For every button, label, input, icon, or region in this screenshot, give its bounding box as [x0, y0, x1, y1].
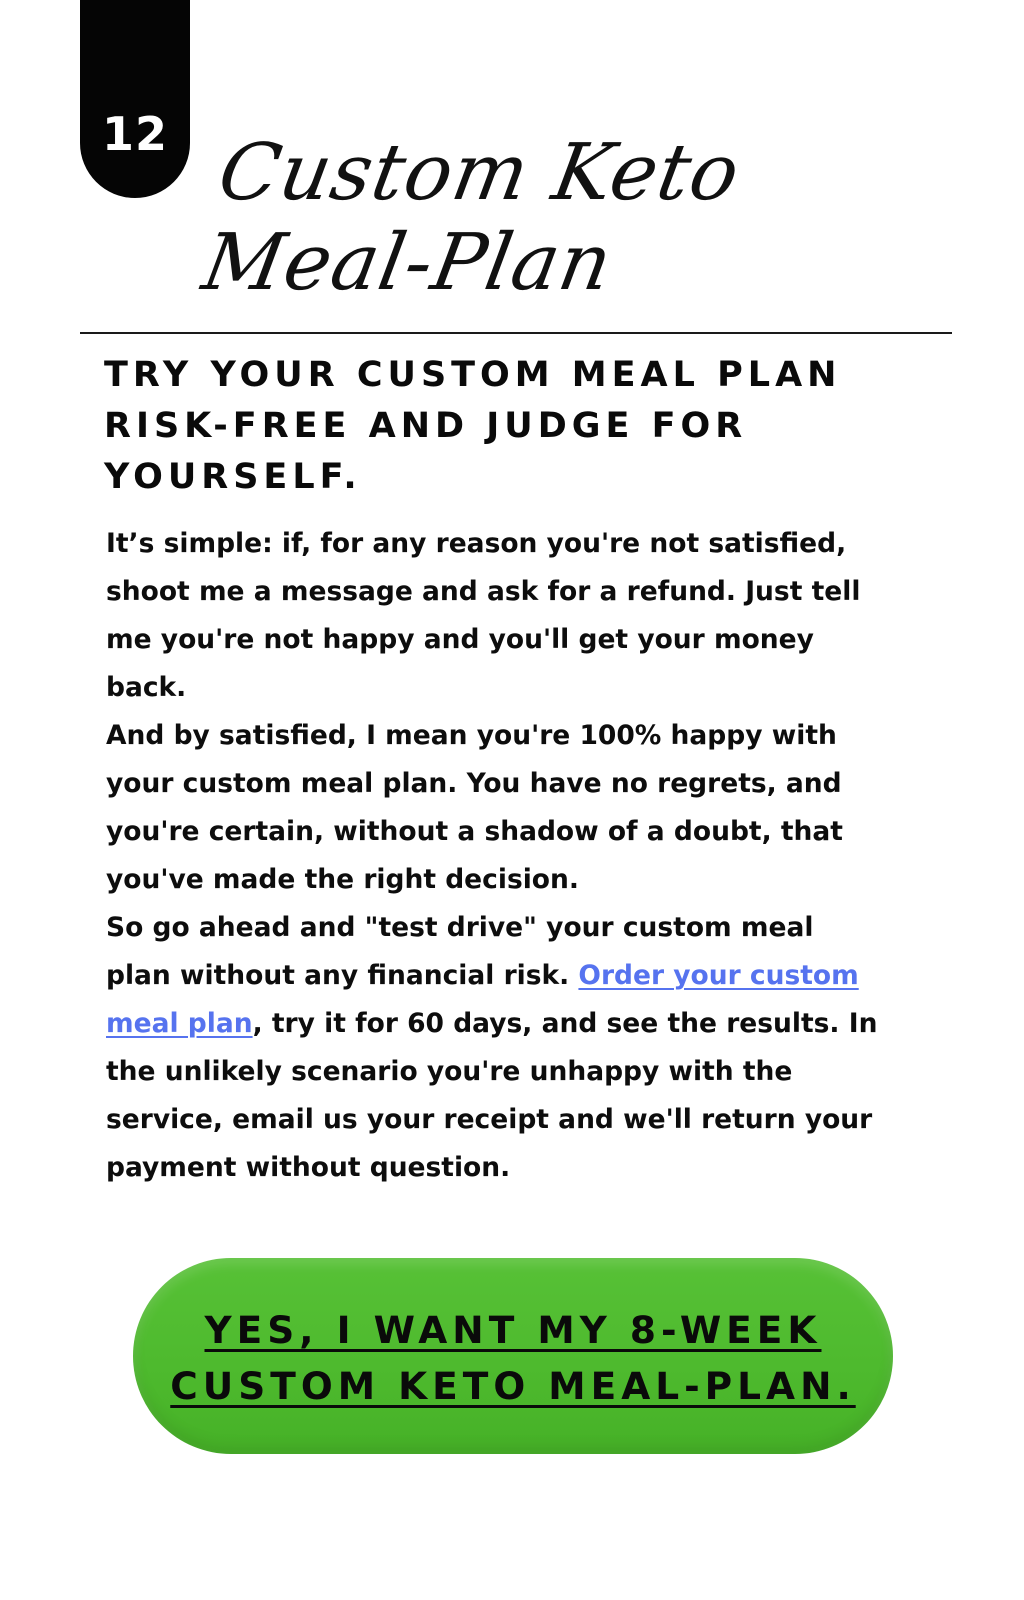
page-number-tab — [80, 0, 190, 198]
body-line: you're certain, without a shadow of a doubt, that — [106, 816, 843, 847]
cta-label — [133, 1302, 893, 1414]
body-line: So go ahead and "test drive" your custom meal — [106, 912, 814, 943]
title-line-1: Custom Keto — [212, 128, 747, 218]
body-line: service, email us your receipt and we'll return your — [106, 1104, 873, 1135]
order-link-continued[interactable]: meal plan — [106, 1008, 253, 1039]
body-line: It’s simple: if, for any reason you're not satisfied, — [106, 528, 847, 559]
headline-line-3: YOURSELF. — [104, 457, 362, 497]
body-line: back. — [106, 672, 187, 703]
body-line: the unlikely scenario you're unhappy with the — [106, 1056, 793, 1087]
link-suffix-text: , try it for 60 days, and see the results. In — [252, 1008, 878, 1039]
order-meal-plan-button[interactable] — [133, 1258, 893, 1454]
cta-line-2: CUSTOM KETO MEAL-PLAN. — [170, 1364, 856, 1408]
body-line: payment without question. — [106, 1152, 511, 1183]
headline-line-2: RISK-FREE AND JUDGE FOR — [104, 406, 748, 446]
order-link[interactable]: Order your custom — [578, 960, 859, 991]
page-number: 12 — [101, 107, 168, 161]
page-title — [196, 128, 788, 308]
body-line: your custom meal plan. You have no regrets, and — [106, 768, 842, 799]
guarantee-paragraph — [106, 520, 946, 1192]
body-line: shoot me a message and ask for a refund. Just tell — [106, 576, 861, 607]
body-line-with-link — [106, 1000, 946, 1048]
divider — [80, 332, 952, 334]
body-line: you've made the right decision. — [106, 864, 579, 895]
body-line: me you're not happy and you'll get your money — [106, 624, 814, 655]
link-prefix-text: plan without any financial risk. — [106, 960, 579, 991]
title-line-2: Meal-Plan — [196, 218, 620, 308]
headline-line-1: TRY YOUR CUSTOM MEAL PLAN — [104, 355, 842, 395]
cta-line-1: YES, I WANT MY 8-WEEK — [204, 1308, 822, 1352]
body-line: And by satisfied, I mean you're 100% happy with — [106, 720, 837, 751]
section-headline — [104, 350, 944, 503]
body-line-with-link — [106, 952, 946, 1000]
